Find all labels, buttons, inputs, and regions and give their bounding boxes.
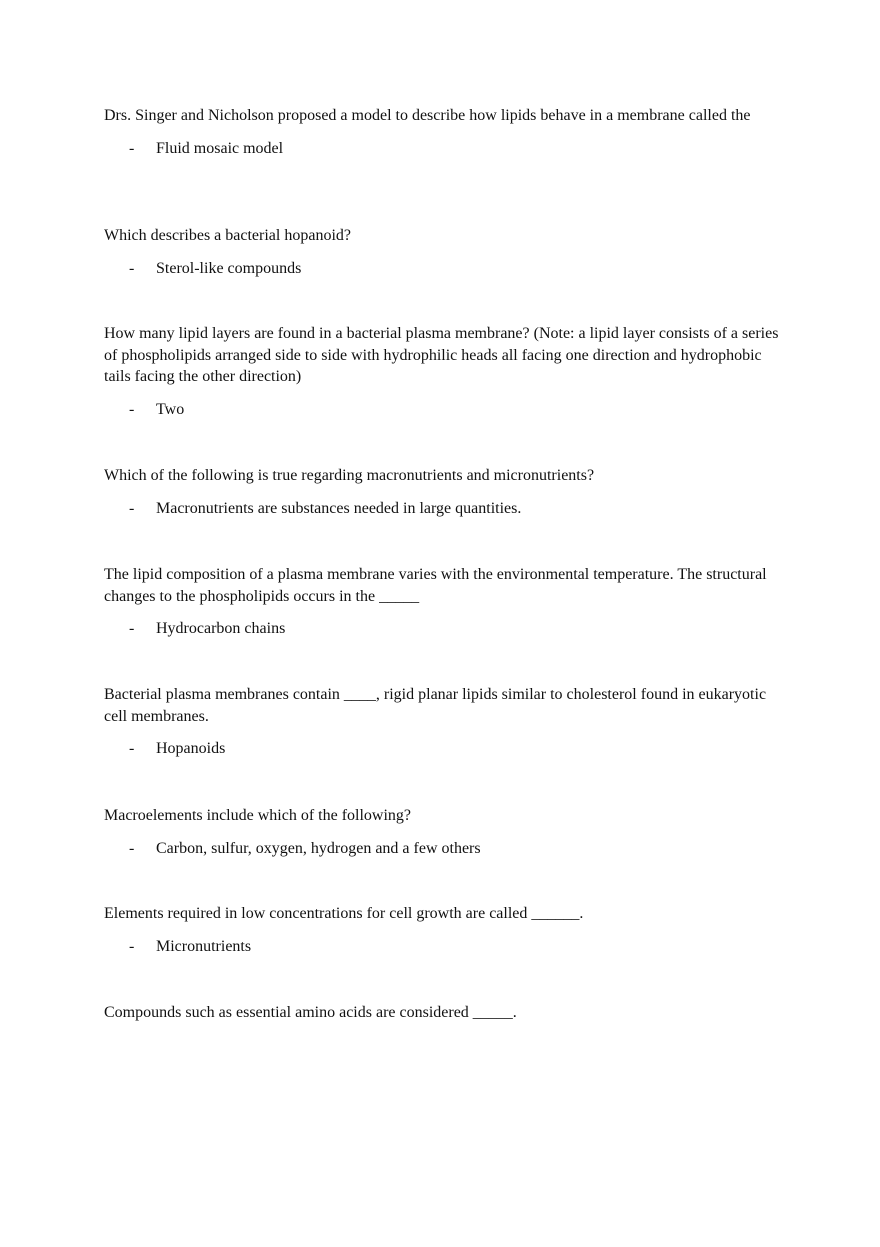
answer-item: [104, 936, 784, 957]
answer-item: [104, 399, 784, 420]
qa-item-6: [104, 684, 784, 759]
answer-text: Macronutrients are substances needed in large quantities.: [156, 499, 522, 517]
bullet-dash: -: [129, 499, 135, 517]
answer-text: Micronutrients: [156, 937, 252, 955]
bullet-dash: -: [129, 740, 135, 757]
answer-item: [104, 838, 784, 859]
bullet-dash: -: [129, 139, 135, 157]
question-text: The lipid composition of a plasma membrane varies with the environmental temperature. The structural changes to the phospholipids occurs in the _____: [104, 566, 767, 605]
question-text: Compounds such as essential amino acids are considered _____.: [104, 1004, 517, 1021]
bullet-dash: -: [129, 839, 135, 857]
answer-item: [104, 618, 784, 639]
question-text: How many lipid layers are found in a bacterial plasma membrane? (Note: a lipid layer consists of a series of phospholipids arranged side to side with hydrophilic heads all facing one direction and hydrophobic tails facing the other direction): [104, 325, 779, 385]
question-text: Which describes a bacterial hopanoid?: [104, 227, 351, 244]
bullet-dash: -: [129, 400, 135, 418]
answer-text: Hydrocarbon chains: [156, 620, 286, 637]
answer-item: [104, 258, 784, 279]
question-text: Elements required in low concentrations for cell growth are called ______.: [104, 905, 584, 922]
answer-text: Carbon, sulfur, oxygen, hydrogen and a few others: [156, 839, 481, 857]
qa-item-7: [104, 805, 784, 859]
question-text: Macroelements include which of the following?: [104, 807, 412, 824]
answer-item: [104, 498, 784, 519]
bullet-dash: -: [129, 259, 135, 277]
answer-text: Hopanoids: [156, 740, 226, 757]
answer-text: Two: [156, 400, 185, 418]
answer-item: [104, 738, 784, 759]
qa-item-1: [104, 105, 784, 159]
qa-item-8: [104, 903, 784, 957]
question-text: Bacterial plasma membranes contain ____, rigid planar lipids similar to cholesterol found in eukaryotic cell membranes.: [104, 686, 767, 725]
question-text: Which of the following is true regarding macronutrients and micronutrients?: [104, 467, 595, 484]
question-text: Drs. Singer and Nicholson proposed a model to describe how lipids behave in a membrane called the: [104, 107, 751, 124]
bullet-dash: -: [129, 620, 135, 637]
qa-item-3: [104, 323, 784, 420]
answer-text: Fluid mosaic model: [156, 139, 284, 157]
qa-item-4: [104, 465, 784, 519]
answer-text: Sterol-like compounds: [156, 259, 302, 277]
bullet-dash: -: [129, 937, 135, 955]
qa-item-9: [104, 1002, 784, 1024]
answer-item: [104, 138, 784, 159]
qa-item-2: [104, 225, 784, 279]
qa-item-5: [104, 564, 784, 639]
